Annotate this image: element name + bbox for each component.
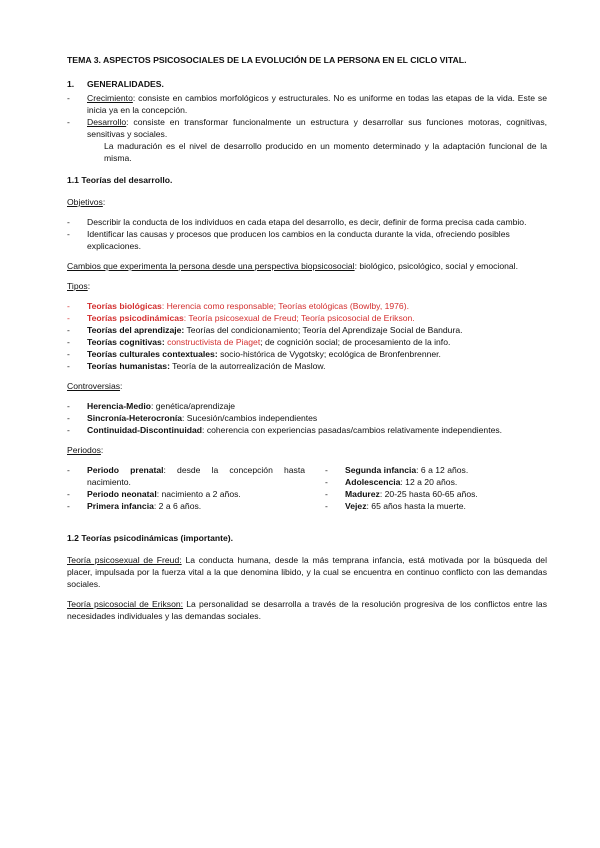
- document-title: TEMA 3. ASPECTOS PSICOSOCIALES DE LA EVOLUCIÓN DE LA PERSONA EN EL CICLO VITAL.: [67, 55, 467, 65]
- tipos-label: Tipos:: [67, 281, 91, 291]
- list-item-teorias-aprendizaje: - Teorías del aprendizaje: Teorías del condicionamiento; Teoría del Aprendizaje Social de Bandura.: [67, 324, 547, 336]
- cambios-paragraph: Cambios que experimenta la persona desde una perspectiva biopsicosocial: biológico, psicológico, social y emocional.: [67, 261, 518, 271]
- list-item: - Segunda infancia: 6 a 12 años.: [325, 464, 547, 476]
- list-item: - Identificar las causas y procesos que producen los cambios en la conducta durante la vida, ofreciendo posibles explicaciones.: [67, 228, 547, 252]
- section-teorias-heading: 1.1 Teorías del desarrollo.: [67, 175, 173, 185]
- periodos-label: Periodos:: [67, 445, 104, 455]
- list-item: - Periodo neonatal: nacimiento a 2 años.: [67, 488, 325, 500]
- erikson-paragraph: Teoría psicosocial de Erikson: La personalidad se desarrolla a través de la resolución progresiva de los conflictos entre las necesidades individuales y las demandas sociales.: [67, 599, 547, 621]
- objetivos-label: Objetivos:: [67, 197, 106, 207]
- document-page: [67, 54, 547, 630]
- list-item-teorias-humanistas: - Teorías humanistas: Teoría de la autorrealización de Maslow.: [67, 360, 547, 372]
- maduracion-note: La maduración es el nivel de desarrollo producido en un momento determinado y la adaptación funcional de la misma.: [104, 141, 547, 163]
- list-item: - Adolescencia: 12 a 20 años.: [325, 476, 547, 488]
- periodos-right-column: [325, 464, 547, 512]
- list-item: - Sincronía-Heterocronía: Sucesión/cambios independientes: [67, 412, 547, 424]
- periodos-left-column: [67, 464, 325, 512]
- list-item-teorias-psicodinamicas: - Teorías psicodinámicas: Teoría psicosexual de Freud; Teoría psicosocial de Erikson.: [67, 312, 547, 324]
- list-item: - Primera infancia: 2 a 6 años.: [67, 500, 325, 512]
- section-generalidades-heading: 1. GENERALIDADES.: [67, 79, 164, 89]
- list-item: - Periodo prenatal: desde la concepción hasta nacimiento.: [67, 464, 325, 488]
- section-number: 1.: [67, 79, 75, 89]
- list-item-desarrollo: - Desarrollo: consiste en transformar funcionalmente un estructura y desarrollar sus funciones motoras, cognitivas, sensitivas y sociales.: [67, 116, 547, 140]
- freud-paragraph: Teoría psicosexual de Freud: La conducta humana, desde la más temprana infancia, está motivada por la búsqueda del placer, impulsada por la fuerza vital a la que denomina libido, y la cual se encuentra en continuo conflicto con las demandas sociales.: [67, 555, 547, 589]
- section-psicodinamicas-heading: 1.2 Teorías psicodinámicas (importante).: [67, 533, 234, 543]
- list-item: - Describir la conducta de los individuos en cada etapa del desarrollo, es decir, definir de forma precisa cada cambio.: [67, 216, 547, 228]
- list-item-teorias-biologicas: - Teorías biológicas: Herencia como responsable; Teorías etológicas (Bowlby, 1976).: [67, 300, 547, 312]
- controversias-label: Controversias:: [67, 381, 123, 391]
- periodos-columns: [67, 464, 547, 512]
- list-item: - Madurez: 20-25 hasta 60-65 años.: [325, 488, 547, 500]
- list-item-teorias-culturales: - Teorías culturales contextuales: socio-histórica de Vygotsky; ecológica de Bronfenbrenner.: [67, 348, 547, 360]
- list-item: - Vejez: 65 años hasta la muerte.: [325, 500, 547, 512]
- list-item: - Continuidad-Discontinuidad: coherencia con experiencias pasadas/cambios relativamente independientes.: [67, 424, 547, 436]
- list-item: - Herencia-Medio: genética/aprendizaje: [67, 400, 547, 412]
- section-title: GENERALIDADES: [87, 79, 162, 89]
- list-item-teorias-cognitivas: - Teorías cognitivas: constructivista de Piaget; de cognición social; de procesamiento de la info.: [67, 336, 547, 348]
- list-item-crecimiento: - Crecimiento: consiste en cambios morfológicos y estructurales. No es uniforme en todas las etapas de la vida. Este se inicia ya en la concepción.: [67, 92, 547, 116]
